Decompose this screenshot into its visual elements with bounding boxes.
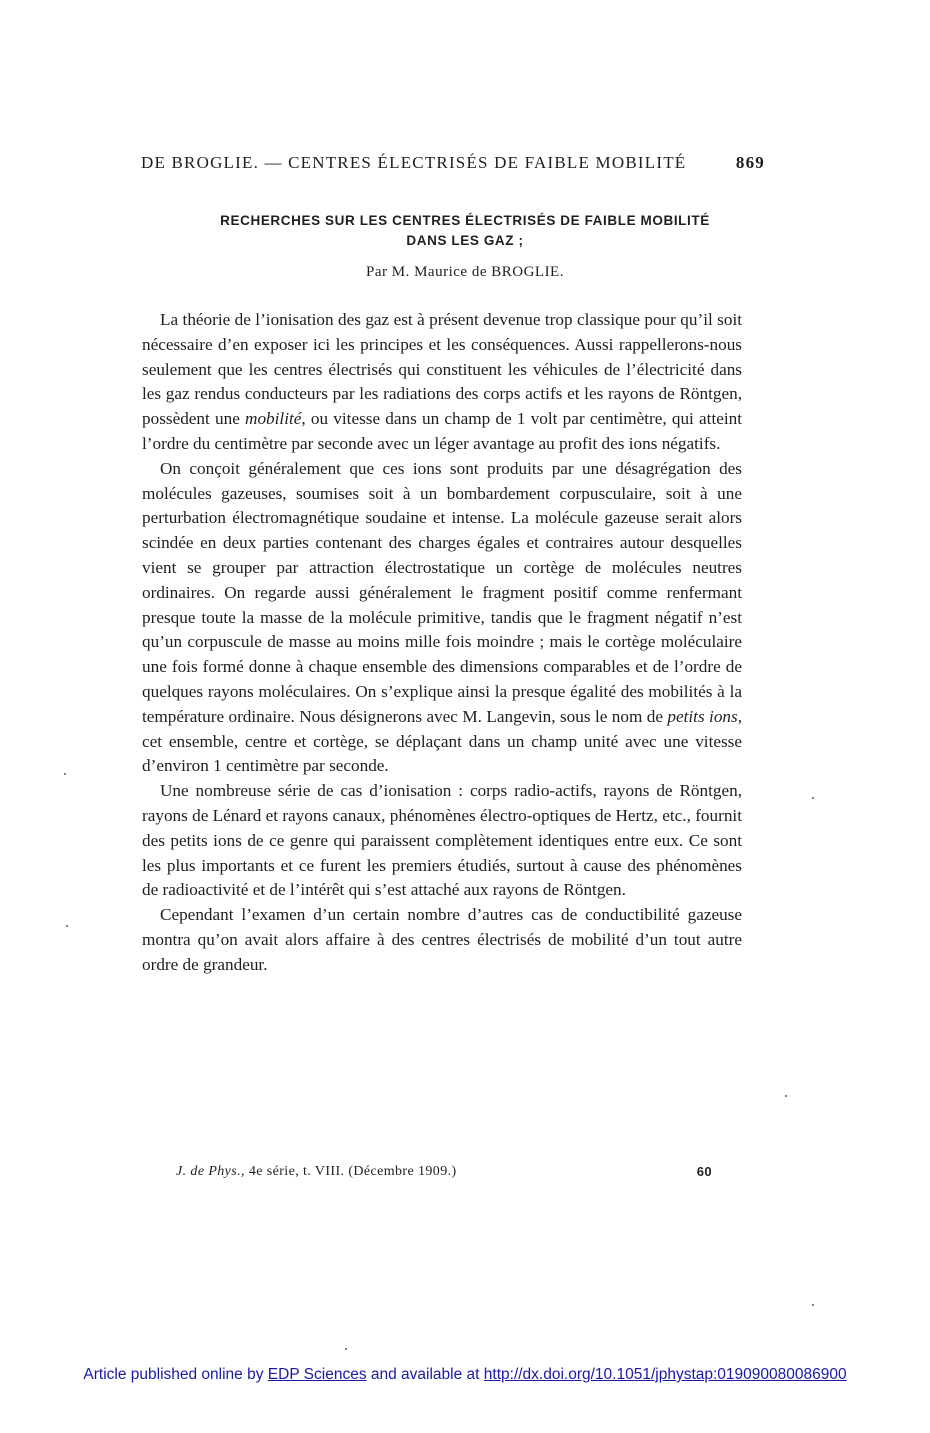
publisher-middle: and available at	[366, 1366, 484, 1383]
publisher-notice	[0, 1366, 930, 1384]
page-number: 869	[735, 153, 765, 172]
scan-speck	[785, 1095, 787, 1097]
paragraph-1	[142, 308, 742, 457]
paragraph-2-text-b: , cet ensemble, centre et cortège, se déplaçant dans un champ unité avec une vitesse d’environ 1 centimètre par seconde.	[142, 706, 742, 776]
edp-sciences-link[interactable]: EDP Sciences	[267, 1366, 367, 1383]
scan-speck	[345, 1348, 347, 1350]
signature-mark: 60	[696, 1164, 712, 1179]
scan-speck	[812, 1304, 814, 1306]
running-head	[141, 153, 771, 173]
article-body	[142, 308, 742, 978]
publisher-prefix: Article published online by	[83, 1366, 268, 1383]
scan-speck	[66, 925, 68, 927]
doi-link[interactable]: http://dx.doi.org/10.1051/jphystap:019090080086900	[483, 1366, 847, 1383]
paragraph-1-text-b: , ou vitesse dans un champ de 1 volt par centimètre, qui atteint l’ordre du centimètre par seconde avec un léger avantage au profit des ions négatifs.	[142, 409, 742, 453]
author-byline: Par M. Maurice de BROGLIE.	[366, 264, 564, 280]
running-head-text: DE BROGLIE. — CENTRES ÉLECTRISÉS DE FAIBLE MOBILITÉ	[141, 153, 687, 172]
scan-speck	[64, 773, 66, 775]
scan-speck	[812, 797, 814, 799]
term-petits-ions: petits ions	[667, 706, 738, 726]
article-title-line-1: RECHERCHES SUR LES CENTRES ÉLECTRISÉS DE FAIBLE MOBILITÉ	[220, 213, 710, 228]
journal-citation	[176, 1164, 716, 1180]
journal-name: J. de Phys.	[176, 1164, 242, 1179]
paragraph-3: Une nombreuse série de cas d’ionisation : corps radio-actifs, rayons de Röntgen, rayons de Lénard et rayons canaux, phénomènes électro-optiques de Hertz, etc., fournit des petits ions de ce genre qui paraissent complètement identiques entre eux. Ce sont les plus importants et ce furent les premiers étudiés, surtout à cause des phénomènes de radioactivité et de l’intérêt qui s’est attaché aux rayons de Röntgen.	[142, 781, 742, 900]
article-title-line-2: DANS LES GAZ ;	[406, 233, 524, 248]
paragraph-2	[142, 457, 742, 779]
paragraph-1-text-a: La théorie de l’ionisation des gaz est à présent devenue trop classique pour qu’il soit nécessaire d’en exposer ici les principes et les conséquences. Aussi rappellerons-nous seulement que les centres électrisés qui constituent les véhicules de l’électricité dans les gaz rendus conducteurs par les radiations des corps actifs et les rayons de Röntgen, possèdent une	[142, 310, 742, 429]
citation-details: , 4e série, t. VIII. (Décembre 1909.)	[241, 1164, 457, 1179]
paragraph-4: Cependant l’examen d’un certain nombre d’autres cas de conductibilité gazeuse montra qu’on avait alors affaire à des centres électrisés de mobilité d’un tout autre ordre de grandeur.	[142, 905, 742, 974]
term-mobilite: mobilité	[245, 409, 302, 429]
paragraph-2-text-a: On conçoit généralement que ces ions sont produits par une désagrégation des molécules gazeuses, soumises soit à un bombardement corpusculaire, soit à une perturbation électromagnétique soudaine et intense. La molécule gazeuse serait alors scindée en deux parties contenant des charges égales et contraires autour desquelles vient se grouper par attraction électrostatique un cortège de molécules neutres ordinaires. On regarde aussi généralement le fragment positif comme renfermant presque toute la masse de la molécule primitive, tandis que le fragment négatif n’est qu’un corpuscule de masse au moins mille fois moindre ; mais le cortège moléculaire une fois formé donne à chaque ensemble des dimensions comparables et de l’ordre de quelques rayons moléculaires. On s’explique ainsi la presque égalité des mobilités à la température ordinaire. Nous désignerons avec M. Langevin, sous le nom de	[142, 458, 742, 726]
